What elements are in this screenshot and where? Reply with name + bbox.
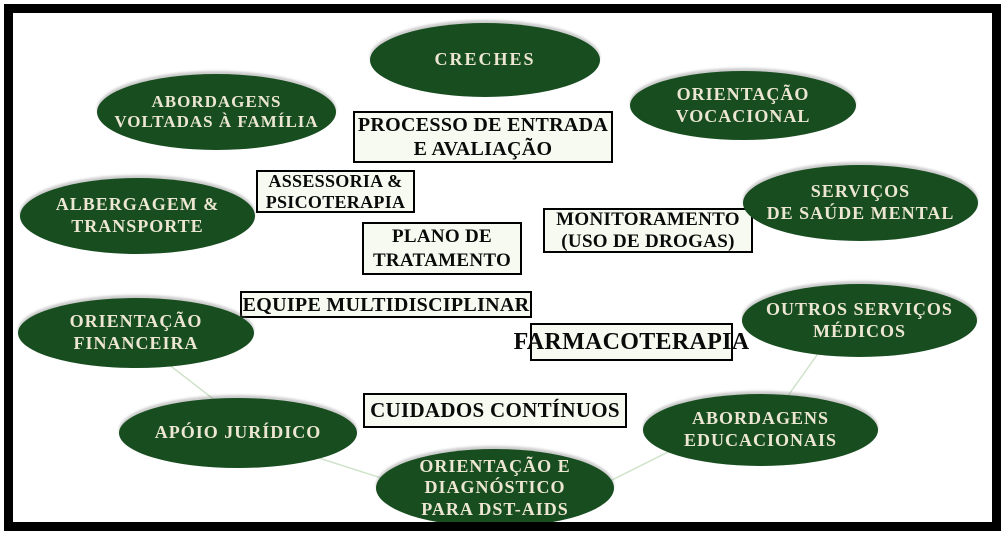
box-assessoria-line1: ASSESSORIA &: [268, 170, 403, 191]
ellipse-familia-line2: VOLTADAS À FAMÍLIA: [114, 112, 319, 131]
ellipse-saude-mental-line2: DE SAÚDE MENTAL: [766, 203, 955, 223]
ellipse-vocacional-line2: VOCACIONAL: [675, 105, 811, 126]
ellipse-orientacao-diagnostico-dst-aids: [376, 449, 614, 527]
box-processo-line1: PROCESSO DE ENTRADA: [357, 114, 609, 136]
ellipse-creches-line1: CRECHES: [434, 49, 536, 70]
box-cuidados-continuos: [363, 393, 627, 428]
box-farmacoterapia-line1: FARMACOTERAPIA: [513, 329, 750, 355]
ellipse-financeira-line1: ORIENTAÇÃO: [69, 311, 203, 332]
box-plano-line2: TRATAMENTO: [372, 249, 512, 271]
box-plano-line1: PLANO DE: [391, 225, 493, 247]
ellipse-apoio-juridico: [119, 398, 357, 468]
ellipse-financeira-line2: FINANCEIRA: [73, 333, 199, 353]
ellipse-familia-line1: ABORDAGENS: [151, 91, 282, 111]
box-equipe-line1: EQUIPE MULTIDISCIPLINAR: [242, 293, 530, 316]
ellipse-albergagem-transporte: [20, 178, 255, 254]
box-monitoramento-line2: (USO DE DROGAS): [561, 230, 735, 252]
ellipse-dst-line1: ORIENTAÇÃO E: [419, 455, 571, 476]
ellipse-outros-servicos-medicos: [742, 284, 977, 357]
box-processo-de-entrada: [353, 111, 613, 163]
box-equipe-multidisciplinar: [240, 291, 532, 318]
ellipse-orientacao-financeira: [18, 298, 254, 368]
ellipse-abordagens-familia: [97, 74, 336, 150]
box-monitoramento: [543, 208, 753, 253]
box-assessoria-line2: PSICOTERAPIA: [265, 191, 406, 212]
ellipse-outros-line2: MÉDICOS: [812, 320, 906, 341]
ellipse-dst-line3: PARA DST-AIDS: [421, 498, 569, 519]
ellipse-servicos-saude-mental: [743, 165, 978, 241]
box-cuidados-line1: CUIDADOS CONTÍNUOS: [370, 398, 620, 422]
ellipse-albergagem-line2: TRANSPORTE: [71, 216, 204, 236]
ellipse-saude-mental-line1: SERVIÇOS: [810, 181, 911, 202]
ellipse-educacionais-line2: EDUCACIONAIS: [683, 430, 838, 450]
ellipse-albergagem-line1: ALBERGAGEM &: [55, 194, 220, 215]
ellipse-vocacional-line1: ORIENTAÇÃO: [676, 83, 810, 104]
box-monitoramento-line1: MONITORAMENTO: [556, 208, 740, 230]
box-farmacoterapia: [513, 323, 750, 361]
ellipse-creches: [370, 23, 600, 97]
ellipse-orientacao-vocacional: [630, 71, 856, 140]
ellipse-abordagens-educacionais: [643, 394, 878, 466]
ellipse-educacionais-line1: ABORDAGENS: [691, 408, 830, 429]
box-plano-de-tratamento: [362, 222, 522, 275]
box-processo-line2: E AVALIAÇÃO: [413, 138, 553, 160]
ellipse-apoio-line1: APÓIO JURÍDICO: [154, 422, 322, 443]
ellipse-outros-line1: OUTROS SERVIÇOS: [766, 298, 953, 319]
ellipse-dst-line2: DIAGNÓSTICO: [424, 477, 566, 498]
box-assessoria-psicoterapia: [256, 170, 415, 213]
